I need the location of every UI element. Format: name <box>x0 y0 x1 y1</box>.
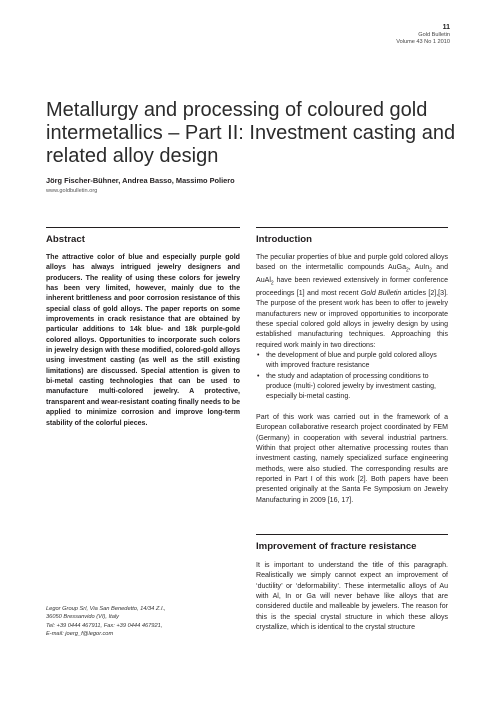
affiliation-line: E-mail: joerg_f@legor.com <box>46 631 114 638</box>
subscript: 2 <box>406 267 409 274</box>
journal-volume: Volume 43 No 1 2010 <box>396 39 450 45</box>
fracture-heading: Improvement of fracture resistance <box>256 541 417 552</box>
list-item: • the study and adaptation of processing conditions to produce (multi-) colored jewelry by investment casting, especially bi-metal casting. <box>256 372 448 403</box>
introduction-body <box>256 253 448 506</box>
intro-top-rule <box>256 227 448 228</box>
text-span: articles [2],[3]. The purpose of the present work has been to offer to jewelry manufacturers new or improved opportunities to incorporate these special colored gold alloys in jewelry design by using established manufacturing techniques. Approaching this required work mainly in two directions: <box>256 289 448 349</box>
article-title: Metallurgy and processing of coloured gold intermetallics – Part II: Investment casting and related alloy design <box>46 99 456 167</box>
direction-list <box>256 351 448 403</box>
affiliation-line: Legor Group Srl, Via San Benedetto, 14/34 Z.I., <box>46 606 166 612</box>
journal-name: Gold Bulletin <box>418 32 450 38</box>
author-affiliation <box>46 605 236 639</box>
author-list: Jörg Fischer-Bühner, Andrea Basso, Massimo Poliero <box>46 176 235 185</box>
abstract-text: The attractive color of blue and especially purple gold alloys has always intrigued jewelry designers and producers. The reality of using these colors for jewelry has been very limited, however, mainly due to the inherent brittleness and poor corrosion resistance of this special class of gold alloys. The paper reports on some improvements in crack resistance that are obtained by particular additions to 14k blue- and 18k purple-gold colored alloys. Opportunities to incorporate such colors in jewelry design with these modified, colored-gold alloys using investment casting (as well as the still existing limitations) are discussed. Special attention is given to bi-metal casting technologies that can be used to manufacture multi-colored jewelry. A protective, transparent and wear-resistant coating finally needs to be applied to minimize corrosion and improve long-term stability of the colorful pieces. <box>46 254 240 427</box>
text-span: The peculiar properties of blue and purple gold colored alloys based on the intermetallic compounds AuGa <box>256 254 448 272</box>
journal-citation: Gold Bulletin <box>360 289 402 297</box>
affiliation-line: 36050 Bressanvido (VI), Italy <box>46 614 120 621</box>
page-number: 11 <box>442 24 450 31</box>
abstract-top-rule <box>46 227 240 228</box>
introduction-heading: Introduction <box>256 234 312 245</box>
text-span: have been reviewed extensively in former conference proceedings [1] and most recent <box>256 277 448 297</box>
introduction-paragraph: Part of this work was carried out in the framework of a European collaborative research project coordinated by FEM (Germany) in cooperation with several industrial partners. Within that project other alternative processing routes than investment casting, namely specialized surface engineering methods, were also studied. The corresponding results are reported in Part I of this work [2]. Both papers have been presented originally at the Santa Fe Symposium on Jewelry Manufacturing in 2009 [16, 17]. <box>256 413 448 504</box>
fracture-body: It is important to understand the title of this paragraph. Realistically we simply cannot expect an improvement of ‘ductility’ or ‘deformability’. These intermetallic alloys of Au with Al, In or Ga will never behave like alloys that are considered ductile and malleable by jewelers. The reason for this is the special crystal structure in which these alloys crystallize, which is identical to the crystal structure <box>256 562 448 632</box>
introduction-paragraph <box>256 253 448 351</box>
running-header <box>396 24 450 46</box>
text-span: and AuAl <box>256 264 448 285</box>
subscript: 2 <box>270 280 274 287</box>
fracture-top-rule <box>256 534 448 535</box>
abstract-heading: Abstract <box>46 234 85 245</box>
subscript: 2 <box>429 267 432 274</box>
text-span: , AuIn <box>408 264 430 272</box>
journal-website: www.goldbulletin.org <box>46 188 98 194</box>
affiliation-line: Tel: +39 0444 467911, Fax: +39 0444 467921, <box>46 622 163 629</box>
list-item: • the development of blue and purple gold colored alloys with improved fracture resistance <box>256 351 448 372</box>
